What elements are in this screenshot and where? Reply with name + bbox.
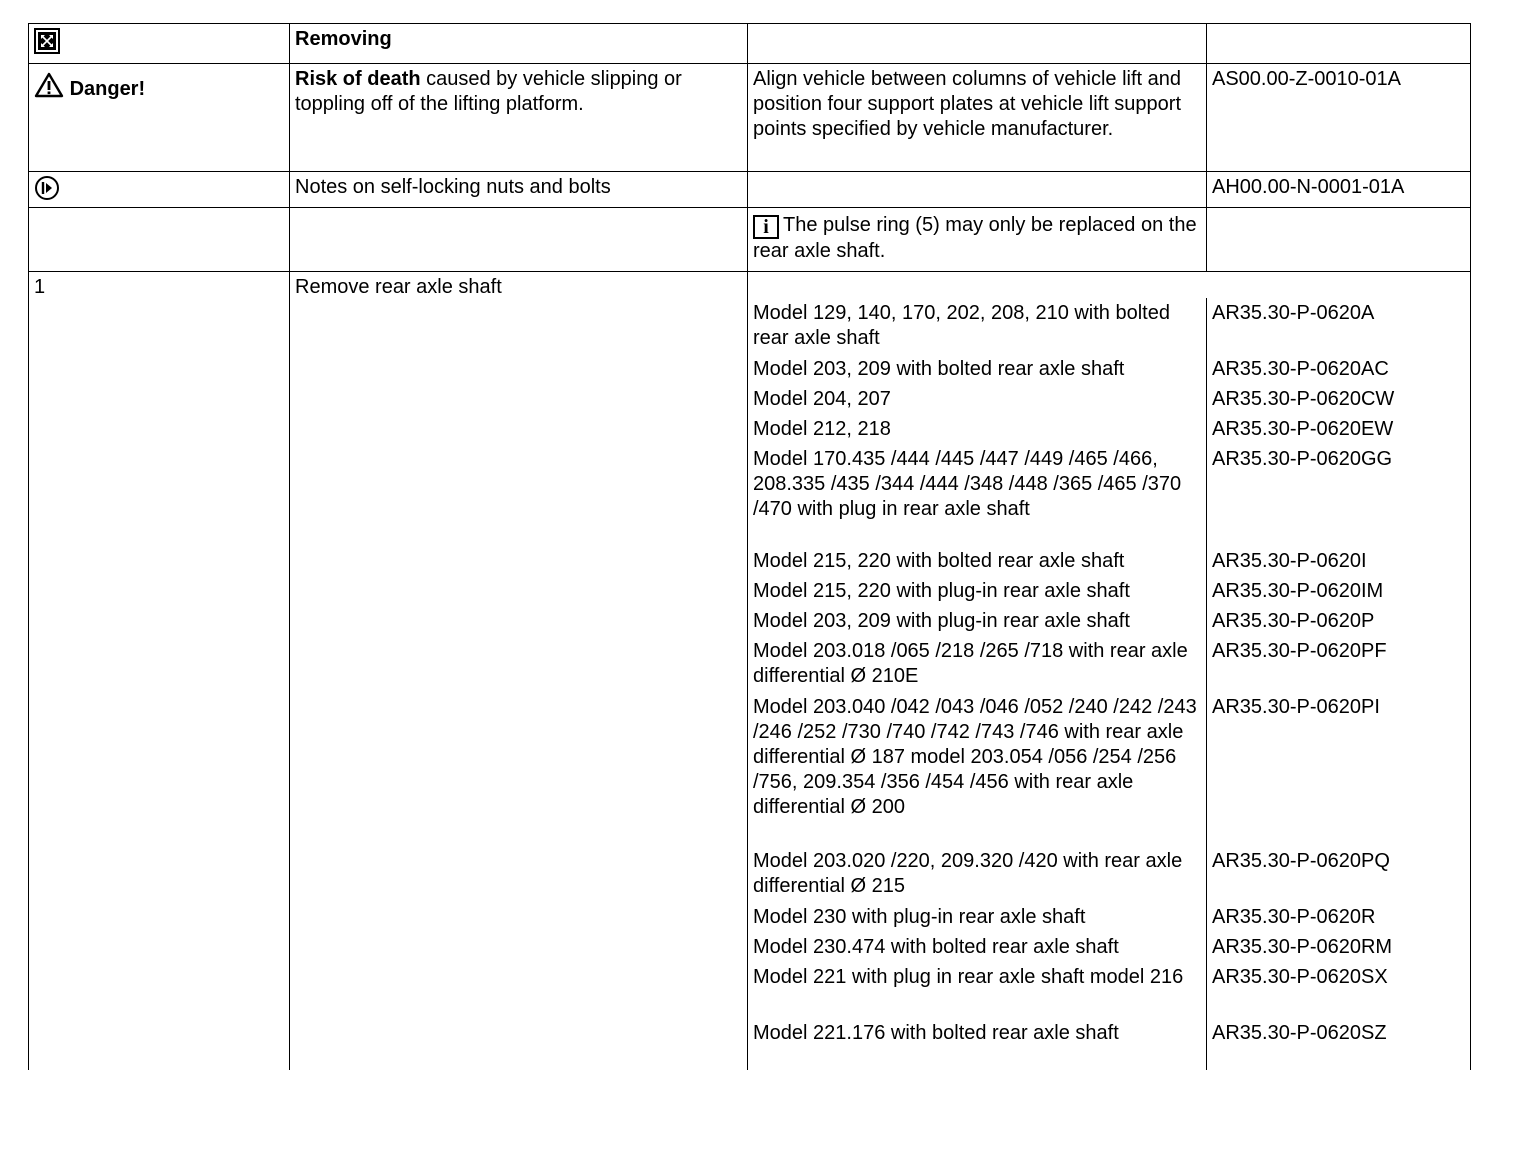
model-description: Model 212, 218 (748, 414, 1207, 444)
self-locking-nut-icon (34, 175, 60, 201)
list-item (748, 384, 1470, 414)
model-description: Model 215, 220 with bolted rear axle shaft (748, 546, 1207, 576)
step-title: Remove rear axle shaft (290, 272, 748, 1070)
reference-code: AR35.30-P-0620IM (1212, 580, 1384, 602)
list-item (748, 902, 1470, 932)
model-description: Model 230.474 with bolted rear axle shaft (748, 932, 1207, 962)
model-description: Model 203, 209 with plug-in rear axle shaft (748, 606, 1207, 636)
danger-heading: Risk of death (295, 68, 421, 90)
procedure-table (28, 23, 1471, 1070)
model-description: Model 129, 140, 170, 202, 208, 210 with bolted rear axle shaft (748, 298, 1207, 354)
reference-code: AR35.30-P-0620GG (1212, 448, 1393, 470)
warning-icon (34, 72, 64, 98)
reference-code: AR35.30-P-0620PI (1212, 696, 1380, 718)
list-item (748, 1018, 1470, 1048)
info-icon: i (753, 215, 779, 239)
table-row (28, 207, 1471, 271)
cell (29, 172, 290, 207)
model-description: Model 203.040 /042 /043 /046 /052 /240 /242 /243 /246 /252 /730 /740 /742 /743 /746 with rear axle differential Ø 187 model 203.054 /056 /254 /256 /756, 209.354 /356 /454 /456 with rear axle differential Ø 200 (748, 692, 1207, 846)
danger-label: Danger! (69, 78, 146, 100)
list-item (748, 354, 1470, 384)
reference-code: AR35.30-P-0620EW (1212, 418, 1394, 440)
model-description: Model 203, 209 with bolted rear axle shaft (748, 354, 1207, 384)
reference-code: AR35.30-P-0620SX (1212, 966, 1388, 988)
info-note: The pulse ring (5) may only be replaced on the rear axle shaft. (753, 214, 1197, 262)
model-description: Model 170.435 /444 /445 /447 /449 /465 /466, 208.335 /435 /344 /444 /348 /448 /365 /465 /370 /470 with plug in rear axle shaft (748, 444, 1207, 546)
reference-code: AR35.30-P-0620R (1212, 906, 1376, 928)
list-item (748, 444, 1470, 546)
reference-code: AR35.30-P-0620I (1212, 550, 1367, 572)
reference-code: AR35.30-P-0620RM (1212, 936, 1393, 958)
table-row (28, 271, 1471, 1070)
model-list (748, 272, 1470, 1070)
list-item (748, 298, 1470, 354)
note-link-text: Notes on self-locking nuts and bolts (290, 172, 748, 207)
cell (29, 24, 290, 63)
list-item (748, 414, 1470, 444)
model-description: Model 203.018 /065 /218 /265 /718 with rear axle differential Ø 210E (748, 636, 1207, 692)
list-item (748, 636, 1470, 692)
table-row (28, 23, 1471, 63)
reference-code: AR35.30-P-0620PF (1212, 640, 1387, 662)
step-number: 1 (29, 272, 290, 1070)
cell (748, 208, 1207, 271)
model-description: Model 221 with plug in rear axle shaft model 216 (748, 962, 1207, 1018)
list-item (748, 846, 1470, 902)
model-description: Model 221.176 with bolted rear axle shaft (748, 1018, 1207, 1048)
danger-text: caused by vehicle slipping or toppling off of the lifting platform. (295, 68, 682, 115)
step-title: Removing (290, 24, 748, 63)
expand-icon (34, 28, 60, 54)
list-item (748, 546, 1470, 576)
reference-code: AR35.30-P-0620AC (1212, 358, 1389, 380)
list-item (748, 932, 1470, 962)
list-item (748, 692, 1470, 846)
reference-code: AS00.00-Z-0010-01A (1212, 68, 1402, 90)
reference-code: AR35.30-P-0620SZ (1212, 1022, 1387, 1044)
model-description: Model 230 with plug-in rear axle shaft (748, 902, 1207, 932)
list-item (748, 962, 1470, 1018)
reference-code: AR35.30-P-0620PQ (1212, 850, 1390, 872)
model-description: Model 203.020 /220, 209.320 /420 with rear axle differential Ø 215 (748, 846, 1207, 902)
list-item (748, 576, 1470, 606)
table-row (28, 171, 1471, 207)
model-description: Model 215, 220 with plug-in rear axle shaft (748, 576, 1207, 606)
list-item (748, 606, 1470, 636)
table-row (28, 63, 1471, 171)
cell (29, 64, 290, 171)
instruction-text: Align vehicle between columns of vehicle lift and position four support plates at vehicle lift support points specified by vehicle manufacturer. (748, 64, 1207, 171)
reference-code: AR35.30-P-0620A (1212, 302, 1375, 324)
model-description: Model 204, 207 (748, 384, 1207, 414)
reference-code: AR35.30-P-0620CW (1212, 388, 1395, 410)
reference-code: AH00.00-N-0001-01A (1212, 176, 1405, 198)
reference-code: AR35.30-P-0620P (1212, 610, 1375, 632)
cell (290, 64, 748, 171)
